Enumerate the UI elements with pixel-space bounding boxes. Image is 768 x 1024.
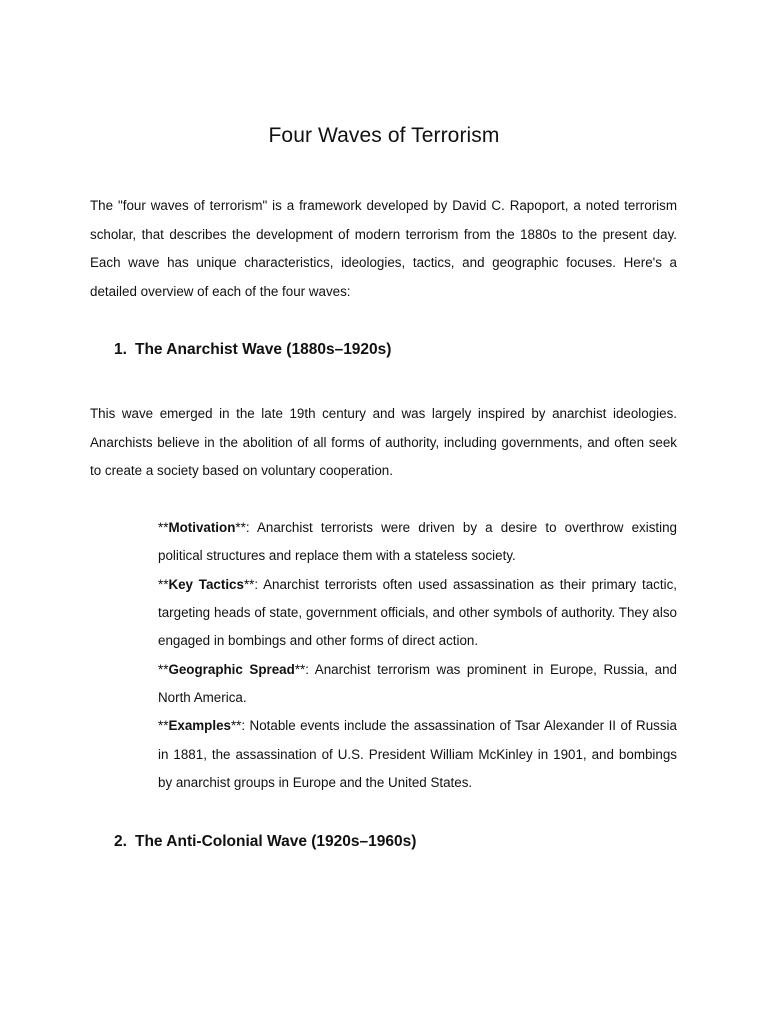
document-title: Four Waves of Terrorism xyxy=(268,124,500,147)
item-label: Motivation xyxy=(168,520,236,535)
section-heading-text: The Anarchist Wave (1880s–1920s) xyxy=(135,341,392,358)
section-number: 2. xyxy=(114,833,127,850)
item-text: Anarchist terrorists often used assassination as their primary tactic, targeting heads of state, government officials, and other symbols of authority. They also engaged in bombings and other forms of direct action. xyxy=(158,576,677,649)
item-prefix: ** xyxy=(158,576,169,592)
intro-paragraph: The "four waves of terrorism" is a framework developed by David C. Rapoport, a noted terrorism scholar, that describes the development of modern terrorism from the 1880s to the present day. Each wave has unique characteristics, ideologies, tactics, and geographic focuses. Here's a detailed overview of each of the four waves: xyxy=(90,198,677,300)
section-heading-anti-colonial xyxy=(114,832,416,852)
item-label: Key Tactics xyxy=(168,576,244,592)
item-suffix: **: xyxy=(243,576,264,592)
list-item-geographic-spread xyxy=(158,656,677,713)
section-heading-anarchist xyxy=(114,340,391,360)
item-suffix: **: xyxy=(294,661,315,677)
list-item-examples xyxy=(158,712,677,797)
item-suffix: **: xyxy=(230,718,250,734)
item-label: Geographic Spread xyxy=(168,661,295,677)
list-item-motivation xyxy=(158,514,677,571)
item-text: Anarchist terrorism was prominent in Europe, Russia, and North America. xyxy=(158,661,678,706)
section-number: 1. xyxy=(114,341,127,358)
detail-list-anarchist xyxy=(158,514,677,797)
item-suffix: **: xyxy=(235,520,257,535)
item-prefix: ** xyxy=(158,520,169,535)
item-text: Notable events include the assassination of Tsar Alexander II of Russia in 1881, the assassination of U.S. President William McKinley in 1901, and bombings by anarchist groups in Europe and the United States. xyxy=(158,718,677,791)
section-paragraph-anarchist: This wave emerged in the late 19th century and was largely inspired by anarchist ideologies. Anarchists believe in the abolition of all forms of authority, including governments, and often seek to create a society based on voluntary cooperation. xyxy=(90,406,677,479)
item-prefix: ** xyxy=(158,718,169,734)
item-text: Anarchist terrorists were driven by a desire to overthrow existing political structures and replace them with a stateless society. xyxy=(158,520,677,564)
list-item-key-tactics xyxy=(158,571,677,656)
section-heading-text: The Anti-Colonial Wave (1920s–1960s) xyxy=(135,833,417,850)
item-prefix: ** xyxy=(158,661,169,677)
item-label: Examples xyxy=(168,718,231,734)
